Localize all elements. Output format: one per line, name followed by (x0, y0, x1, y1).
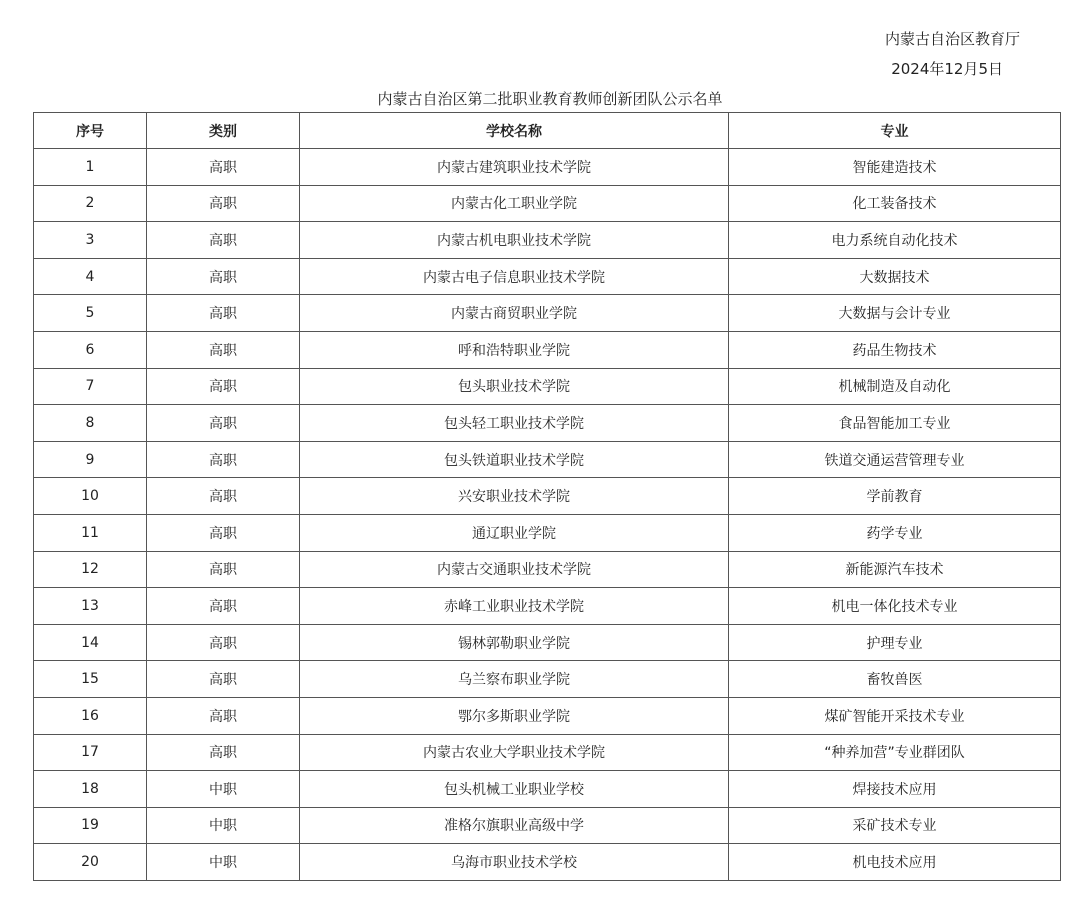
row-category: 高职 (147, 441, 300, 478)
row-major: 电力系统自动化技术 (729, 222, 1061, 259)
row-school-name: 赤峰工业职业技术学院 (300, 588, 729, 625)
table-row (34, 734, 1061, 771)
column-header-category: 类别 (147, 113, 300, 149)
row-category: 高职 (147, 734, 300, 771)
table-row (34, 624, 1061, 661)
table-row (34, 185, 1061, 222)
row-major: 药品生物技术 (729, 331, 1061, 368)
row-major: 铁道交通运营管理专业 (729, 441, 1061, 478)
row-major: 采矿技术专业 (729, 807, 1061, 844)
row-index: 2 (34, 185, 147, 222)
row-index: 10 (34, 478, 147, 515)
row-category: 高职 (147, 588, 300, 625)
row-major: 机电一体化技术专业 (729, 588, 1061, 625)
row-category: 高职 (147, 478, 300, 515)
row-major: 畜牧兽医 (729, 661, 1061, 698)
table-row (34, 149, 1061, 186)
row-category: 高职 (147, 331, 300, 368)
row-index: 18 (34, 771, 147, 808)
row-category: 高职 (147, 697, 300, 734)
row-category: 高职 (147, 149, 300, 186)
document-title: 内蒙古自治区第二批职业教育教师创新团队公示名单 (377, 90, 723, 108)
table-row (34, 368, 1061, 405)
row-school-name: 内蒙古化工职业学院 (300, 185, 729, 222)
row-index: 11 (34, 514, 147, 551)
table-row (34, 258, 1061, 295)
team-list-table (33, 112, 1061, 881)
row-major: “种养加营”专业群团队 (729, 734, 1061, 771)
row-category: 高职 (147, 405, 300, 442)
row-major: 煤矿智能开采技术专业 (729, 697, 1061, 734)
row-category: 高职 (147, 368, 300, 405)
column-header-major: 专业 (729, 113, 1061, 149)
row-school-name: 包头铁道职业技术学院 (300, 441, 729, 478)
table-row (34, 697, 1061, 734)
table-row (34, 661, 1061, 698)
row-school-name: 包头职业技术学院 (300, 368, 729, 405)
row-school-name: 内蒙古机电职业技术学院 (300, 222, 729, 259)
row-school-name: 通辽职业学院 (300, 514, 729, 551)
row-school-name: 准格尔旗职业高级中学 (300, 807, 729, 844)
row-major: 化工装备技术 (729, 185, 1061, 222)
row-category: 高职 (147, 295, 300, 332)
row-major: 智能建造技术 (729, 149, 1061, 186)
row-index: 1 (34, 149, 147, 186)
row-school-name: 乌海市职业技术学校 (300, 844, 729, 881)
row-index: 5 (34, 295, 147, 332)
row-major: 焊接技术应用 (729, 771, 1061, 808)
table-row (34, 295, 1061, 332)
row-index: 9 (34, 441, 147, 478)
row-category: 高职 (147, 624, 300, 661)
row-school-name: 包头轻工职业技术学院 (300, 405, 729, 442)
row-category: 高职 (147, 222, 300, 259)
issuer-name: 内蒙古自治区教育厅 (884, 30, 1020, 48)
row-category: 高职 (147, 185, 300, 222)
table-row (34, 807, 1061, 844)
table-header-row (34, 113, 1061, 149)
row-major: 机电技术应用 (729, 844, 1061, 881)
table-row (34, 405, 1061, 442)
row-school-name: 内蒙古交通职业技术学院 (300, 551, 729, 588)
table-row (34, 588, 1061, 625)
row-major: 新能源汽车技术 (729, 551, 1061, 588)
row-major: 大数据与会计专业 (729, 295, 1061, 332)
table-row (34, 844, 1061, 881)
row-index: 20 (34, 844, 147, 881)
row-index: 3 (34, 222, 147, 259)
row-index: 8 (34, 405, 147, 442)
row-category: 高职 (147, 551, 300, 588)
row-major: 机械制造及自动化 (729, 368, 1061, 405)
row-major: 学前教育 (729, 478, 1061, 515)
table-row (34, 514, 1061, 551)
row-school-name: 内蒙古建筑职业技术学院 (300, 149, 729, 186)
row-school-name: 呼和浩特职业学院 (300, 331, 729, 368)
row-major: 大数据技术 (729, 258, 1061, 295)
row-school-name: 内蒙古电子信息职业技术学院 (300, 258, 729, 295)
row-school-name: 锡林郭勒职业学院 (300, 624, 729, 661)
row-category: 高职 (147, 258, 300, 295)
table-row (34, 551, 1061, 588)
row-index: 16 (34, 697, 147, 734)
row-index: 7 (34, 368, 147, 405)
row-category: 高职 (147, 514, 300, 551)
row-school-name: 内蒙古商贸职业学院 (300, 295, 729, 332)
row-category: 中职 (147, 844, 300, 881)
row-school-name: 乌兰察布职业学院 (300, 661, 729, 698)
column-header-index: 序号 (34, 113, 147, 149)
row-index: 13 (34, 588, 147, 625)
row-category: 中职 (147, 807, 300, 844)
row-major: 护理专业 (729, 624, 1061, 661)
row-index: 6 (34, 331, 147, 368)
table-row (34, 441, 1061, 478)
row-category: 中职 (147, 771, 300, 808)
row-index: 12 (34, 551, 147, 588)
row-school-name: 内蒙古农业大学职业技术学院 (300, 734, 729, 771)
table-row (34, 331, 1061, 368)
row-school-name: 兴安职业技术学院 (300, 478, 729, 515)
row-index: 17 (34, 734, 147, 771)
row-school-name: 包头机械工业职业学校 (300, 771, 729, 808)
row-school-name: 鄂尔多斯职业学院 (300, 697, 729, 734)
table-row (34, 222, 1061, 259)
row-index: 14 (34, 624, 147, 661)
row-index: 15 (34, 661, 147, 698)
row-major: 药学专业 (729, 514, 1061, 551)
table-row (34, 478, 1061, 515)
row-category: 高职 (147, 661, 300, 698)
issue-date: 2024年12月5日 (891, 60, 1003, 78)
table-row (34, 771, 1061, 808)
column-header-school: 学校名称 (300, 113, 729, 149)
row-index: 19 (34, 807, 147, 844)
row-index: 4 (34, 258, 147, 295)
row-major: 食品智能加工专业 (729, 405, 1061, 442)
